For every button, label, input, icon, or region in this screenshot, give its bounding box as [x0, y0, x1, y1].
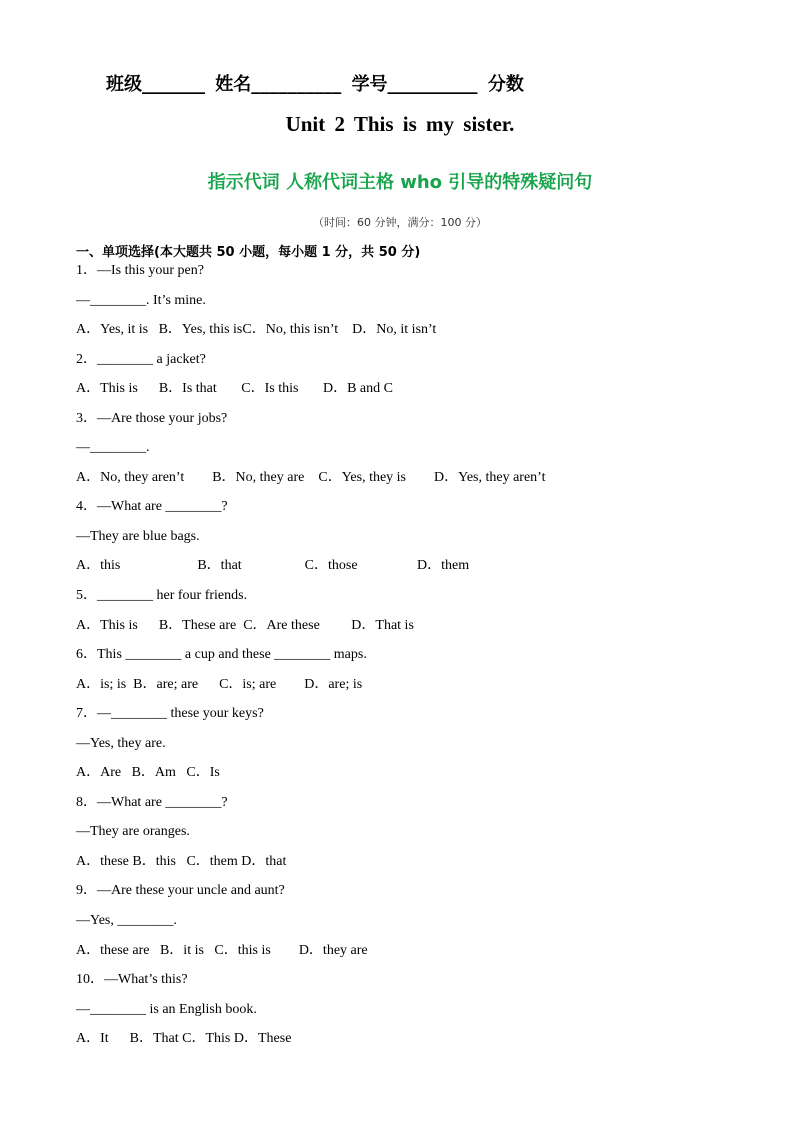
question-line: A．these B．this C．them D．that — [76, 853, 287, 869]
score-field-label: 分数 — [487, 74, 524, 95]
exam-timing-note: （时间：60 分钟，满分：100 分） — [313, 216, 487, 229]
page-subtitle: 指示代词 人称代词主格 who 引导的特殊疑问句 — [207, 172, 593, 193]
student-id-field-label: 学号__________ — [351, 74, 478, 95]
question-line: A．Are B．Am C．Is — [76, 765, 220, 781]
question-line: A．No, they aren’t B．No, they are C．Yes, they is D．Yes, they aren’t — [76, 469, 546, 485]
question-line: —________ is an English book. — [76, 1001, 257, 1017]
question-line: —They are oranges. — [76, 824, 190, 840]
class-field-label: 班级_______ — [106, 74, 205, 95]
question-line: 2．________ a jacket? — [76, 351, 206, 367]
question-line: 1．—Is this your pen? — [76, 263, 204, 278]
question-line: 3．—Are those your jobs? — [76, 410, 228, 426]
question-line: A．these are B．it is C．this is D．they are — [76, 942, 368, 958]
page-title: Unit 2 This is my sister. — [285, 112, 515, 136]
question-line: 8．—What are ________? — [76, 794, 228, 810]
question-line: 4．—What are ________? — [76, 499, 228, 515]
question-line: —Yes, they are. — [76, 735, 166, 751]
question-line: A．This is B．These are C．Are these D．That is — [76, 617, 414, 633]
question-line: —Yes, ________. — [76, 913, 177, 929]
question-list — [76, 256, 776, 1054]
question-line: 9．—Are these your uncle and aunt? — [76, 883, 285, 899]
question-line: 10．—What’s this? — [76, 972, 188, 988]
question-line: —________. — [76, 440, 150, 456]
question-line: A．This is B．Is that C．Is this D．B and C — [76, 381, 393, 397]
question-line: A．It B．That C．This D．These — [76, 1031, 292, 1047]
section-title: 一、单项选择(本大题共 50 小题，每小题 1 分，共 50 分) — [76, 245, 421, 260]
question-line: A．this B．that C．those D．them — [76, 558, 470, 574]
question-line: —________. It’s mine. — [76, 292, 206, 308]
question-line: A．Yes, it is B．Yes, this isC．No, this isn’t D．No, it isn’t — [76, 322, 437, 338]
question-line: 7．—________ these your keys? — [76, 706, 264, 722]
question-line: A．is; is B．are; are C．is; are D．are; is — [76, 676, 363, 692]
question-line: —They are blue bags. — [76, 528, 200, 544]
name-field-label: 姓名__________ — [215, 74, 342, 95]
student-info-header — [106, 70, 528, 96]
question-line: 6．This ________ a cup and these ________ maps. — [76, 647, 367, 663]
question-line: 5．________ her four friends. — [76, 588, 248, 604]
